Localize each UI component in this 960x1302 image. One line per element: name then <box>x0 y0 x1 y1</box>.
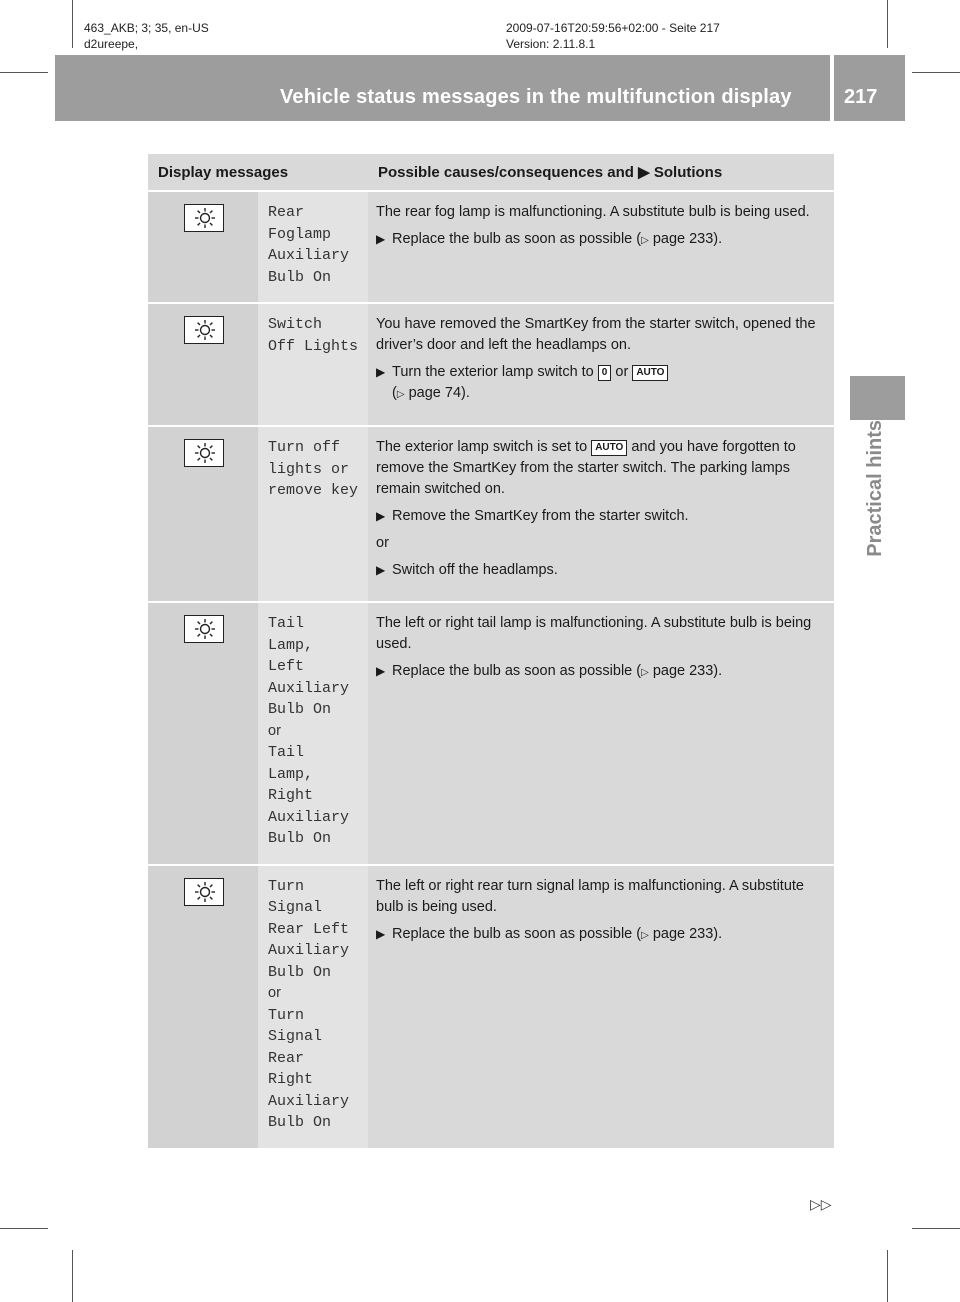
page-ref-icon: ▷ <box>641 235 649 246</box>
message-line: Rear <box>268 1049 305 1067</box>
print-meta-left <box>84 20 209 52</box>
arrow-icon: ▶ <box>638 163 650 181</box>
arrow-icon: ▶ <box>376 926 386 941</box>
switch-auto-icon: AUTO <box>591 440 627 456</box>
step-text: Remove the SmartKey from the starter switch. <box>392 508 689 524</box>
table-row <box>148 602 834 865</box>
table-row <box>148 191 834 303</box>
crop-mark <box>72 0 73 48</box>
message-line: Lamp, <box>268 765 314 783</box>
crop-mark <box>0 72 48 73</box>
message-line: Auxiliary <box>268 942 350 959</box>
print-meta-right <box>506 20 720 52</box>
table-row <box>148 865 834 1149</box>
bulb-icon <box>184 615 224 643</box>
message-line: Foglamp <box>268 225 332 243</box>
solution-step <box>376 506 828 527</box>
col-solutions-post: Solutions <box>653 163 723 181</box>
message-cell <box>258 303 368 426</box>
crop-mark <box>912 1228 960 1229</box>
switch-auto-icon: AUTO <box>632 365 668 381</box>
table-row <box>148 303 834 426</box>
arrow-icon: ▶ <box>376 563 386 577</box>
message-cell <box>258 426 368 602</box>
message-line: lights or <box>268 460 350 478</box>
solution-step <box>376 560 828 581</box>
or-word: or <box>376 535 389 551</box>
bulb-icon <box>184 204 224 232</box>
header-divider <box>830 55 834 121</box>
message-line: Turn <box>268 877 305 895</box>
bulb-icon <box>184 878 224 906</box>
col-solutions-pre: Possible causes/consequences and <box>378 163 634 181</box>
messages-table <box>148 154 834 1150</box>
message-line: Turn off <box>268 439 341 456</box>
step-text: Turn the exterior lamp switch to <box>392 364 594 380</box>
table-header-row <box>148 154 834 191</box>
continue-marker: ▷▷ <box>810 1196 832 1212</box>
cause-text: The rear fog lamp is malfunctioning. A substitute bulb is being used. <box>376 204 810 220</box>
message-line: Signal <box>268 1028 323 1045</box>
message-line: Auxiliary <box>268 247 350 264</box>
print-meta-right-line2: Version: 2.11.8.1 <box>506 37 596 51</box>
crop-mark <box>0 1228 48 1229</box>
message-line: Switch <box>268 316 323 333</box>
message-line: Left <box>268 658 305 675</box>
step-text: Replace the bulb as soon as possible ( <box>392 231 642 247</box>
cause-text: The left or right tail lamp is malfunctioning. A substitute bulb is being used. <box>376 615 812 652</box>
cause-text-pre: The exterior lamp switch is set to <box>376 439 588 455</box>
crop-mark <box>72 1250 73 1302</box>
message-line: Tail <box>268 744 305 761</box>
page-title: Vehicle status messages in the multifunction display <box>280 86 792 108</box>
page-ref[interactable]: page 233). <box>652 925 723 942</box>
message-line: Bulb On <box>268 830 332 847</box>
message-line: Bulb On <box>268 701 332 718</box>
solution-cell <box>368 303 834 426</box>
message-line: Signal <box>268 899 323 916</box>
page-number: 217 <box>844 86 878 108</box>
message-line: Bulb On <box>268 1114 332 1131</box>
message-line: Rear Left <box>268 920 350 938</box>
solution-step <box>376 229 828 251</box>
message-line: Lamp, <box>268 636 314 654</box>
or-word: or <box>268 985 281 1001</box>
print-meta-right-line1: 2009-07-16T20:59:56+02:00 - Seite 217 <box>506 21 720 35</box>
cause-text: The left or right rear turn signal lamp is malfunctioning. A substitute bulb is being used. <box>376 877 804 915</box>
message-cell <box>258 602 368 865</box>
page-ref-icon: ▷ <box>641 667 649 678</box>
page-ref-icon: ▷ <box>396 389 405 400</box>
message-line: Auxiliary <box>268 679 350 697</box>
or-word: or <box>268 722 281 739</box>
message-line: Auxiliary <box>268 808 350 826</box>
bulb-icon <box>184 439 224 467</box>
icon-cell <box>148 865 258 1149</box>
solution-cell <box>368 426 834 602</box>
message-line: Right <box>268 1071 314 1088</box>
arrow-icon: ▶ <box>376 365 386 379</box>
icon-cell <box>148 602 258 865</box>
solution-cell <box>368 191 834 303</box>
message-line: Off Lights <box>268 337 359 355</box>
cause-text-post: and you have forgotten to remove the SmartKey from the starter switch. The parking lamps remain switched on. <box>376 439 796 497</box>
message-line: Bulb On <box>268 963 332 981</box>
or-word: or <box>615 364 629 380</box>
arrow-icon: ▶ <box>376 232 386 246</box>
step-text: Switch off the headlamps. <box>392 562 558 578</box>
col-solutions <box>368 154 834 191</box>
message-line: Auxiliary <box>268 1092 350 1110</box>
page-ref[interactable]: page 233). <box>652 231 723 247</box>
message-line: Rear <box>268 204 305 221</box>
bulb-icon <box>184 316 224 344</box>
icon-cell <box>148 191 258 303</box>
icon-cell <box>148 303 258 426</box>
message-cell <box>258 865 368 1149</box>
solution-cell <box>368 602 834 865</box>
solution-step <box>376 924 828 946</box>
crop-mark <box>887 0 888 48</box>
message-line: Turn <box>268 1006 305 1024</box>
print-meta-left-line1: 463_AKB; 3; 35, en-US <box>84 21 209 35</box>
message-line: remove key <box>268 482 359 499</box>
col-display-messages: Display messages <box>148 154 368 191</box>
message-line: Tail <box>268 615 305 632</box>
crop-mark <box>912 72 960 73</box>
switch-zero-icon: 0 <box>598 365 612 381</box>
arrow-icon: ▶ <box>376 509 386 523</box>
side-tab-label: Practical hints <box>864 420 886 557</box>
step-text: Replace the bulb as soon as possible ( <box>392 663 642 679</box>
page-ref[interactable]: page 233). <box>652 663 723 679</box>
solution-cell <box>368 865 834 1149</box>
step-text: Replace the bulb as soon as possible ( <box>392 925 642 942</box>
message-line: Right <box>268 787 314 804</box>
icon-cell <box>148 426 258 602</box>
side-tab <box>850 376 905 420</box>
print-meta-left-line2: d2ureepe, <box>84 37 139 51</box>
message-cell <box>258 191 368 303</box>
message-line: Bulb On <box>268 268 332 286</box>
cause-text <box>376 437 828 500</box>
solution-step <box>376 661 828 683</box>
solution-step: ▶ Turn the exterior lamp switch to 0 or AUTO (▷ page 74). <box>376 362 828 405</box>
cause-text: You have removed the SmartKey from the starter switch, opened the driver’s door and left the headlamps on. <box>376 316 816 353</box>
table-row <box>148 426 834 602</box>
page-ref-icon: ▷ <box>641 929 649 941</box>
page-ref[interactable]: page 74). <box>408 385 470 401</box>
crop-mark <box>887 1250 888 1302</box>
arrow-icon: ▶ <box>376 664 386 678</box>
